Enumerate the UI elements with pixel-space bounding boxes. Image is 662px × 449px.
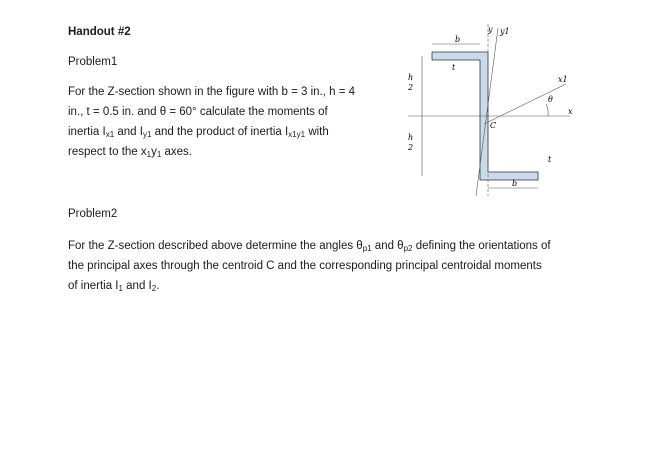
label-2b: 2 (408, 143, 414, 152)
label-h: h (408, 73, 414, 82)
label-y: y (488, 25, 493, 34)
label-b-top: b (455, 35, 461, 44)
problem1-heading: Problem1 (68, 56, 118, 68)
label-C: C (490, 121, 497, 130)
x1-axis-line (484, 84, 566, 124)
label-x: x (568, 107, 573, 116)
problem1-line-4: respect to the $x_1y_1$ axes. (68, 146, 192, 159)
handout-title: Handout #2 (68, 26, 131, 38)
problem2-heading: Problem2 (68, 208, 118, 220)
problem2-line-2: the principal axes through the centroid C and the corresponding principal centroidal moments (68, 260, 542, 272)
theta-arc (546, 104, 548, 116)
label-t-top: t (452, 63, 456, 72)
label-theta: θ (548, 95, 553, 104)
problem1-line-1: For the Z-section shown in the figure with b = 3 in., h = 4 (68, 86, 356, 98)
label-t-right: t (548, 155, 552, 164)
label-x1: x1 (558, 75, 568, 84)
label-2: 2 (408, 83, 414, 92)
label-y1: y1 (500, 27, 510, 36)
problem2-line-3: of inertia $I_1$ and $I_2$. (68, 280, 160, 293)
label-h2: h (408, 133, 414, 142)
problem1-line-2: in., t = 0.5 in. and θ = 60° calculate the moments of (68, 106, 328, 118)
label-b-bottom: b (512, 179, 518, 188)
problem2-line-1: For the Z-section described above determine the angles $\theta_{p1}$ and $\theta_{p2}$ defining the orientations of (68, 240, 551, 253)
z-section-figure (400, 20, 580, 200)
problem1-line-3: inertia $I_{x1}$ and $I_{y1}$ and the product of inertia $I_{x1y1}$ with (68, 126, 329, 139)
